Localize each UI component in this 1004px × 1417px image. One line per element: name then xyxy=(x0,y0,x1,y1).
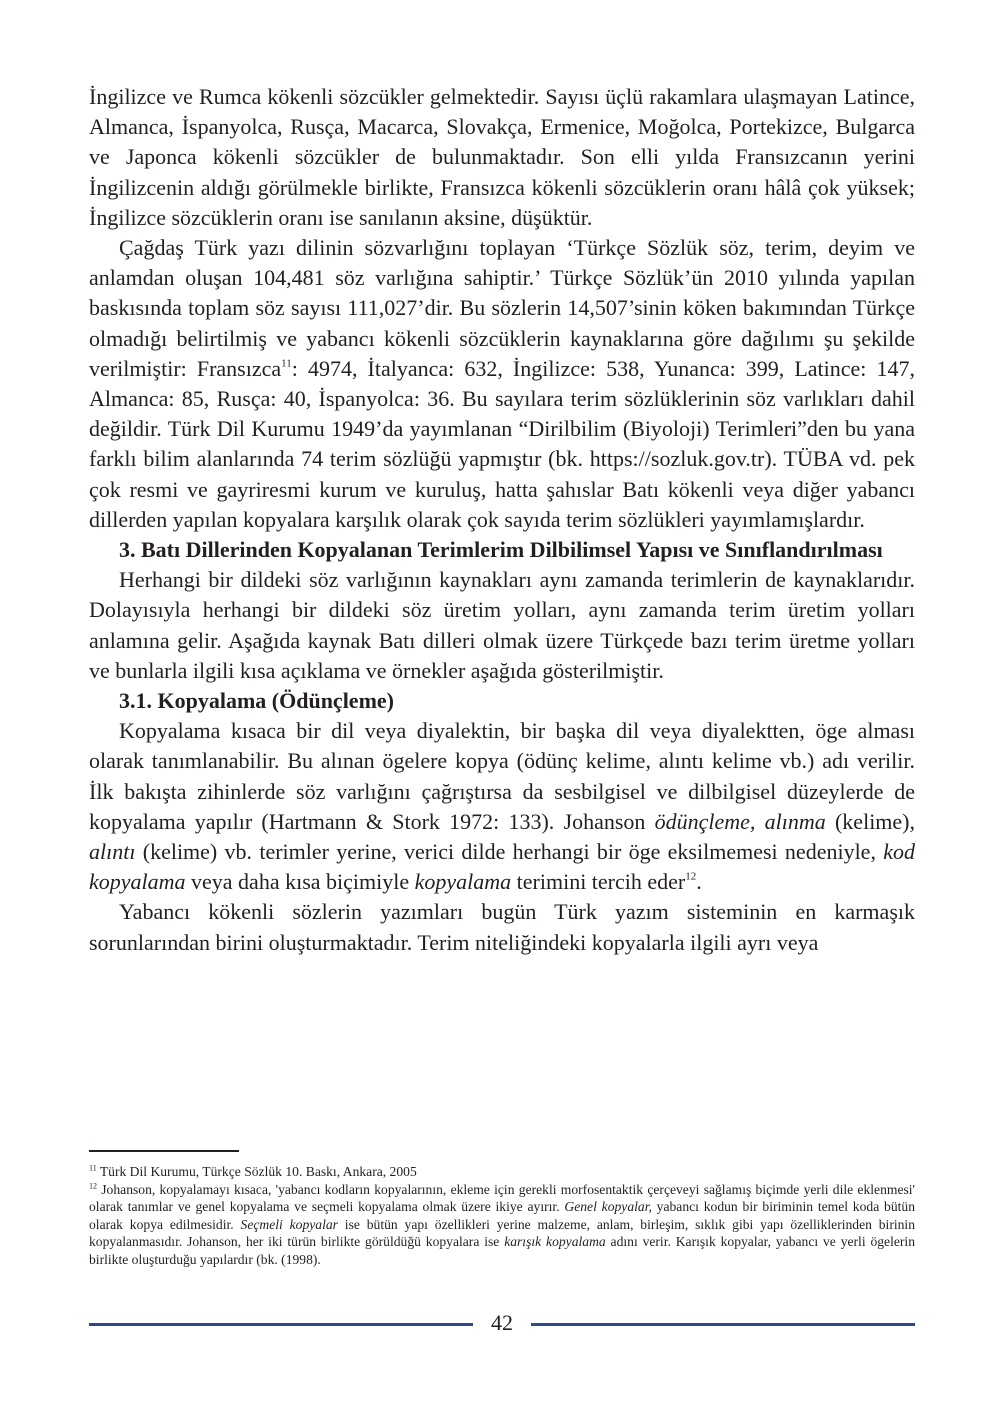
footnote-12-text-a: Johanson, kopyalamayı kısaca, 'yabancı kodların kopyalarının, ekleme için gerekli morfosentaktik çerçeveyi sağlamış biçimde yerli dile eklenmesi' olarak tanımlar ve genel kopyalama ve seçmeli kopyalama olmak üzere ikiye ayırır. xyxy=(89,1181,915,1215)
footnote-12-italic-1: Genel kopyalar, xyxy=(564,1199,652,1215)
page-body xyxy=(89,82,915,958)
footnote-12-text-c: ise bütün yapı özellikleri yerine malzeme, anlam, birleşim, sıklık gibi yapı özelliklerinden birinin kopyalanmasıdır. Johanson, her iki türün birlikte görüldüğü kopyalara ise xyxy=(89,1216,916,1250)
footnote-11-mark: 11 xyxy=(89,1163,97,1173)
footnote-12-italic-2: Seçmeli kopyalar xyxy=(240,1216,338,1232)
paragraph-4 xyxy=(89,716,915,897)
footnote-11-text: Türk Dil Kurumu, Türkçe Sözlük 10. Baskı, Ankara, 2005 xyxy=(96,1164,417,1179)
paragraph-2-text-a: Çağdaş Türk yazı dilinin sözvarlığını toplayan ‘Türkçe Sözlük söz, terim, deyim ve anlamdan oluşan 104,481 söz varlığına sahiptir.’ Türkçe Sözlük’ün 2010 yılında yapılan baskısında toplam söz sayısı 111,027’dir. Bu sözlerin 14,507’sinin köken bakımından Türkçe olmadığı belirtilmiş ve yabancı kökenli sözcüklerin kaynaklarına göre dağılımı şu şekilde verilmiştir: Fransızca xyxy=(89,235,915,381)
section-heading-3: 3. Batı Dillerinden Kopyalanan Terimlerim Dilbilimsel Yapısı ve Sınıflandırılması xyxy=(119,537,883,563)
paragraph-4-text-a: Kopyalama kısaca bir dil veya diyalektin, bir başka dil veya diyalektten, öge alması olarak tanımlanabilir. Bu alınan ögelere kopya (ödünç kelime, alıntı kelime vb.) adı verilir. İlk bakışta zihinlerde söz varlığını çağrıştırsa da sesbilgisel ve dilbilgisel düzeylerde de kopyalama yapılır (Hartmann & Stork 1972: 133). Johanson xyxy=(89,718,915,834)
paragraph-5: Yabancı kökenli sözlerin yazımları bugün Türk yazım sisteminin en karmaşık sorunlarından birini oluşturmaktadır. Terim niteliğindeki kopyalarla ilgili ayrı veya xyxy=(89,899,915,955)
paragraph-2-text-b: : 4974, İtalyanca: 632, İngilizce: 538, Yunanca: 399, Latince: 147, Almanca: 85, Rusça: 40, İspanyolca: 36. Bu sayılara terim sözlüklerinin söz varlıkları dahil değildir. Türk Dil Kurumu 1949’da yayımlanan “Dirilbilim (Biyoloji) Terimleri”den bu yana farklı bilim alanlarında 74 terim sözlüğü yapmıştır (bk. https://sozluk.gov.tr). TÜBA vd. pek çok resmi ve gayriresmi kurum ve kuruluş, hatta şahıslar Batı kökenli veya diğer yabancı dillerden yapılan kopyalara karşılık olarak çok sayıda terim sözlükleri yayımlamışlardır. xyxy=(89,355,916,532)
footnote-12 xyxy=(89,1181,915,1269)
paragraph-4-italic-term-4: kopyalama xyxy=(414,869,512,895)
footnotes xyxy=(89,1163,915,1269)
page-number: 42 xyxy=(491,1310,513,1335)
subsection-heading-3-1: 3.1. Kopyalama (Ödünçleme) xyxy=(119,688,394,714)
footnote-12-italic-3: karışık kopyalama xyxy=(504,1234,606,1250)
footnote-ref-11: 11 xyxy=(281,357,292,370)
paragraph-2 xyxy=(89,233,915,535)
paragraph-4-text-c: (kelime) vb. terimler yerine, verici dilde herhangi bir öge eksilmemesi nedeniyle, xyxy=(135,839,884,865)
paragraph-4-italic-term-3: kod kopyalama xyxy=(89,839,915,895)
footnote-12-text-b: yabancı kodun bir biriminin temel koda bütün olarak kopya edilmesidir. xyxy=(89,1199,915,1232)
paragraph-4-text-d: veya daha kısa biçimiyle xyxy=(185,869,415,895)
footnote-separator xyxy=(89,1150,239,1152)
footnote-ref-12: 12 xyxy=(685,870,697,883)
footer-rule-left xyxy=(89,1323,473,1326)
paragraph-3: Herhangi bir dildeki söz varlığının kaynakları aynı zamanda terimlerin de kaynaklarıdır. Dolayısıyla herhangi bir dildeki söz üretim yolları, aynı zamanda terim üretim yolları anlamına gelir. Aşağıda kaynak Batı dilleri olmak üzere Türkçede bazı terim üretme yolları ve bunlarla ilgili kısa açıklama ve örnekler aşağıda gösterilmiştir. xyxy=(89,567,915,683)
footnote-12-text-d: adını verir. Karışık kopyalar, yabancı ve yerli ögelerin birlikte oluşturduğu yapılardır (bk. (1998). xyxy=(89,1234,915,1267)
footnote-11 xyxy=(89,1163,915,1181)
footnote-12-mark: 12 xyxy=(89,1181,97,1190)
paragraph-4-text-e: terimini tercih eder xyxy=(511,869,686,895)
paragraph-1: İngilizce ve Rumca kökenli sözcükler gelmektedir. Sayısı üçlü rakamlara ulaşmayan Latince, Almanca, İspanyolca, Rusça, Macarca, Slovakça, Ermenice, Moğolca, Portekizce, Bulgarca ve Japonca kökenli sözcükler de bulunmaktadır. Son elli yılda Fransızcanın yerini İngilizcenin aldığı görülmekle birlikte, Fransızca kökenli sözcüklerin oranı hâlâ çok yüksek; İngilizce sözcüklerin oranı ise sanılanın aksine, düşüktür. xyxy=(89,84,915,230)
paragraph-4-italic-term-1: ödünçleme, alınma xyxy=(654,808,826,834)
footer-rule-right xyxy=(531,1323,915,1326)
paragraph-4-italic-term-2: alıntı xyxy=(89,839,136,865)
paragraph-4-text-f: . xyxy=(696,869,702,895)
paragraph-4-text-b: (kelime), xyxy=(825,808,916,834)
